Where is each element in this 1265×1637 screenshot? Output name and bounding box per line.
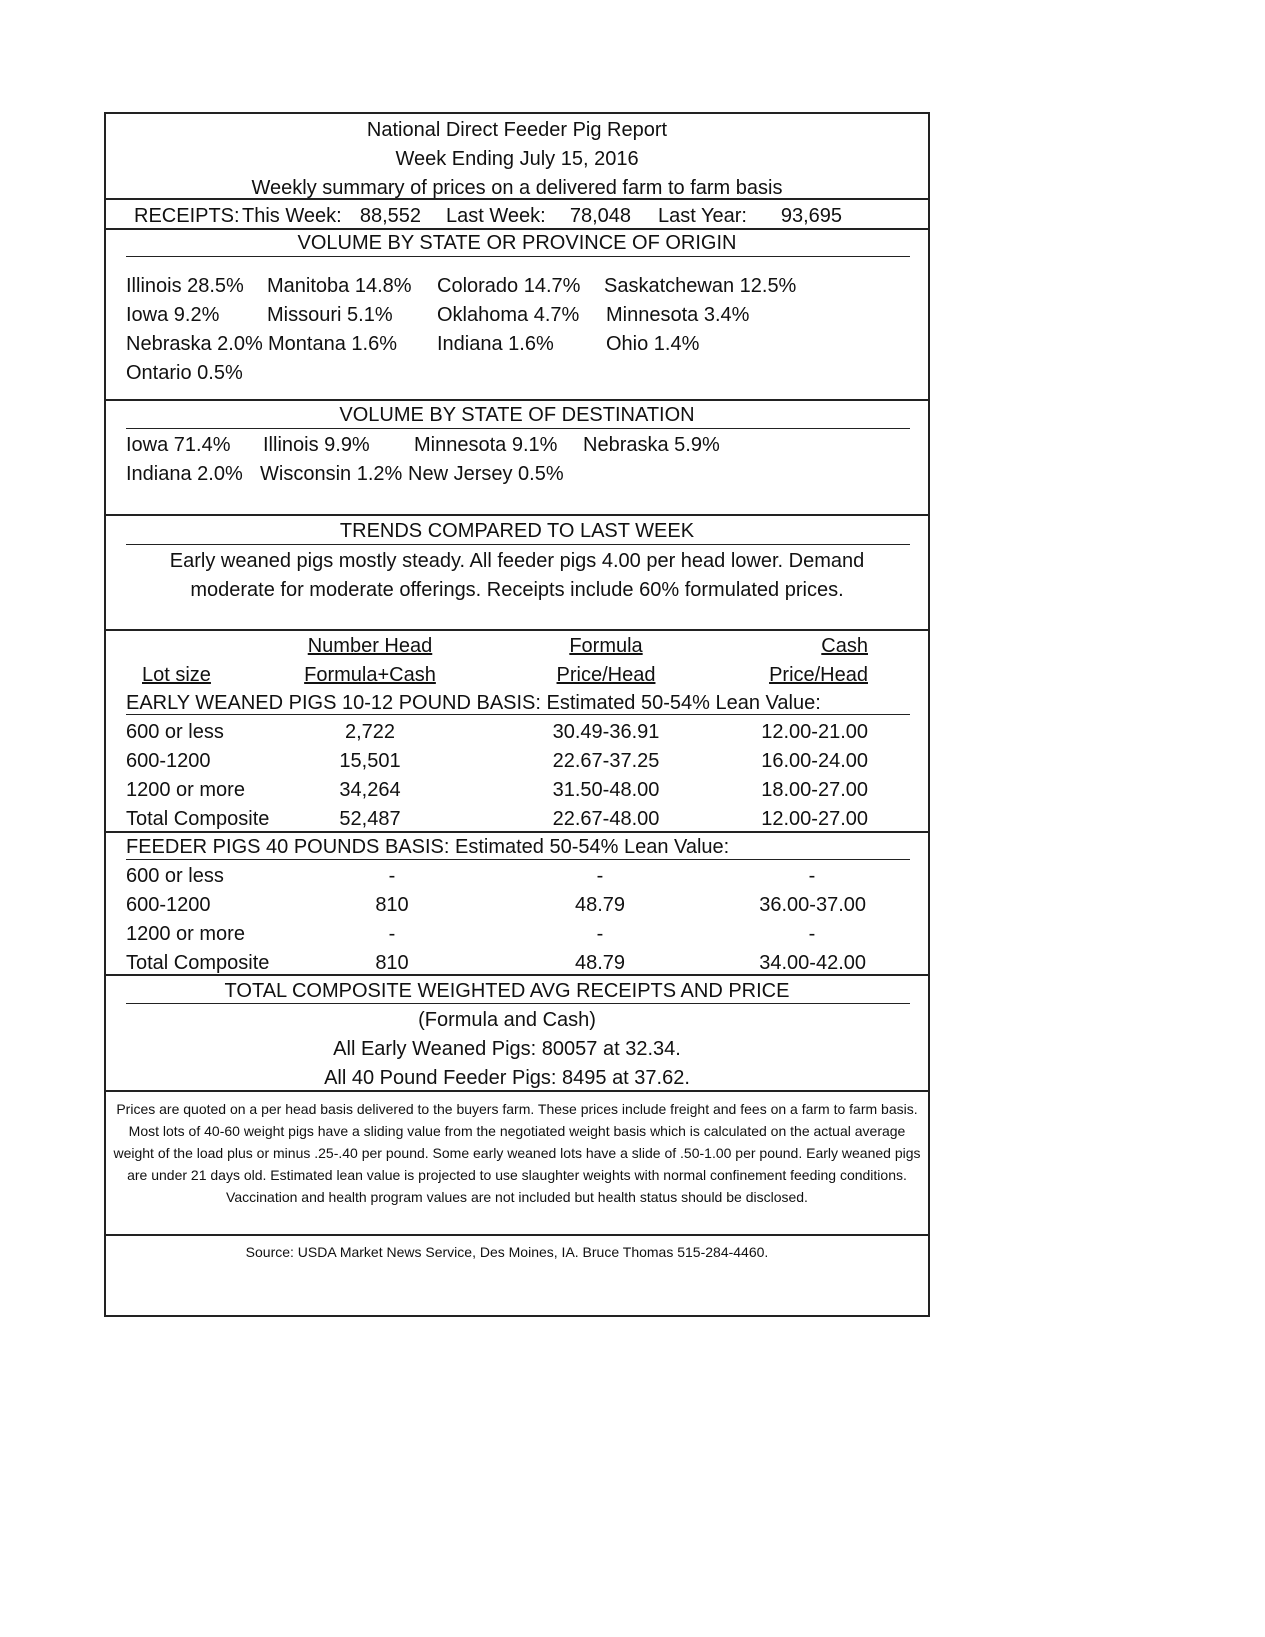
- this-week-value: 88,552: [359, 205, 421, 227]
- composite-early-weaned: All Early Weaned Pigs: 80057 at 32.34.: [333, 1038, 681, 1060]
- cash-price-cell: 12.00-21.00: [761, 721, 868, 743]
- trends-line-1: Early weaned pigs mostly steady. All feeder pigs 4.00 per head lower. Demand: [169, 550, 865, 572]
- list-item: Manitoba 14.8%: [267, 275, 412, 297]
- section-heading-early-weaned: EARLY WEANED PIGS 10-12 POUND BASIS: Estimated 50-54% Lean Value:: [126, 692, 821, 714]
- formula-price-cell: -: [596, 865, 604, 887]
- number-head-cell: 15,501: [339, 750, 401, 772]
- last-week-value: 78,048: [569, 205, 631, 227]
- last-week-label: Last Week:: [446, 205, 546, 227]
- lot-size-cell: 600 or less: [126, 865, 224, 887]
- number-head-cell: -: [388, 865, 396, 887]
- divider: [106, 198, 928, 200]
- number-head-cell: 52,487: [339, 808, 401, 830]
- divider: [126, 714, 910, 715]
- report-notes: Prices are quoted on a per head basis delivered to the buyers farm. These prices include freight and fees on a farm to farm basis. Most lots of 40-60 weight pigs have a sliding value from the negotiated weight basis which is calculated on the actual average weight of the load plus or minus .25-.40 per pound. Some early weaned lots have a slide of .50-1.00 per pound. Early weaned pigs are under 21 days old. Estimated lean value is projected to use slaughter weights with normal confinement feeding conditions. Vaccination and health program values are not included but health status should be disclosed.: [113, 1101, 921, 1205]
- column-header-cash-price: Price/Head: [769, 664, 868, 686]
- divider: [106, 1234, 928, 1236]
- feeder-pig-report: [104, 112, 930, 1317]
- column-header-lot-size: Lot size: [142, 664, 211, 686]
- origin-heading: VOLUME BY STATE OR PROVINCE OF ORIGIN: [297, 232, 737, 254]
- composite-heading: TOTAL COMPOSITE WEIGHTED AVG RECEIPTS AND PRICE: [224, 980, 790, 1002]
- cash-price-cell: -: [808, 923, 816, 945]
- list-item: Iowa 9.2%: [126, 304, 220, 326]
- cash-price-cell: -: [808, 865, 816, 887]
- list-item: Montana 1.6%: [268, 333, 397, 355]
- report-source: Source: USDA Market News Service, Des Moines, IA. Bruce Thomas 515-284-4460.: [245, 1244, 769, 1260]
- column-header-formula: Formula: [569, 635, 643, 657]
- list-item: Iowa 71.4%: [126, 434, 231, 456]
- list-item: Missouri 5.1%: [267, 304, 393, 326]
- destination-heading: VOLUME BY STATE OF DESTINATION: [339, 404, 695, 426]
- column-header-formula-cash: Formula+Cash: [304, 664, 436, 686]
- divider: [126, 544, 910, 545]
- number-head-cell: 34,264: [339, 779, 401, 801]
- this-week-label: This Week:: [242, 205, 342, 227]
- list-item: Illinois 9.9%: [263, 434, 370, 456]
- list-item: Indiana 2.0%: [126, 463, 243, 485]
- lot-size-cell: 600 or less: [126, 721, 224, 743]
- lot-size-cell: 1200 or more: [126, 779, 245, 801]
- formula-price-cell: 48.79: [574, 894, 626, 916]
- formula-price-cell: 22.67-48.00: [552, 808, 660, 830]
- divider: [106, 228, 928, 230]
- section-heading-feeder-pigs: FEEDER PIGS 40 POUNDS BASIS: Estimated 50-54% Lean Value:: [126, 836, 730, 858]
- divider: [106, 629, 928, 631]
- divider: [126, 256, 910, 257]
- report-subtitle: Weekly summary of prices on a delivered farm to farm basis: [251, 177, 783, 199]
- formula-price-cell: 22.67-37.25: [552, 750, 660, 772]
- list-item: Nebraska 2.0%: [126, 333, 263, 355]
- list-item: Minnesota 3.4%: [606, 304, 750, 326]
- lot-size-cell: 600-1200: [126, 750, 211, 772]
- lot-size-cell: 1200 or more: [126, 923, 245, 945]
- cash-price-cell: 18.00-27.00: [761, 779, 868, 801]
- lot-size-cell: Total Composite: [126, 808, 270, 830]
- column-header-cash: Cash: [821, 635, 868, 657]
- trends-heading: TRENDS COMPARED TO LAST WEEK: [339, 520, 695, 542]
- list-item: Illinois 28.5%: [126, 275, 244, 297]
- list-item: Indiana 1.6%: [437, 333, 554, 355]
- report-title: National Direct Feeder Pig Report: [366, 119, 668, 141]
- divider: [106, 974, 928, 976]
- trends-line-2: moderate for moderate offerings. Receipts include 60% formulated prices.: [190, 579, 844, 601]
- divider: [126, 428, 910, 429]
- composite-sub: (Formula and Cash): [418, 1009, 596, 1031]
- composite-feeder-pigs: All 40 Pound Feeder Pigs: 8495 at 37.62.: [324, 1067, 690, 1089]
- list-item: Ohio 1.4%: [606, 333, 700, 355]
- list-item: Oklahoma 4.7%: [437, 304, 580, 326]
- cash-price-cell: 16.00-24.00: [761, 750, 868, 772]
- list-item: Minnesota 9.1%: [414, 434, 558, 456]
- divider: [106, 1090, 928, 1092]
- lot-size-cell: 600-1200: [126, 894, 211, 916]
- last-year-label: Last Year:: [658, 205, 747, 227]
- last-year-value: 93,695: [780, 205, 842, 227]
- divider: [106, 399, 928, 401]
- list-item: Wisconsin 1.2%: [260, 463, 403, 485]
- number-head-cell: 810: [375, 894, 409, 916]
- lot-size-cell: Total Composite: [126, 952, 270, 974]
- number-head-cell: -: [388, 923, 396, 945]
- divider: [126, 859, 910, 860]
- formula-price-cell: -: [596, 923, 604, 945]
- cash-price-cell: 34.00-42.00: [759, 952, 866, 974]
- divider: [106, 514, 928, 516]
- formula-price-cell: 48.79: [574, 952, 626, 974]
- receipts-label: RECEIPTS:: [134, 205, 240, 227]
- number-head-cell: 810: [375, 952, 409, 974]
- number-head-cell: 2,722: [344, 721, 396, 743]
- cash-price-cell: 12.00-27.00: [761, 808, 868, 830]
- divider: [126, 1003, 910, 1004]
- report-week: Week Ending July 15, 2016: [395, 148, 639, 170]
- list-item: New Jersey 0.5%: [408, 463, 564, 485]
- formula-price-cell: 30.49-36.91: [552, 721, 660, 743]
- list-item: Nebraska 5.9%: [583, 434, 720, 456]
- list-item: Saskatchewan 12.5%: [604, 275, 797, 297]
- formula-price-cell: 31.50-48.00: [552, 779, 660, 801]
- list-item: Ontario 0.5%: [126, 362, 243, 384]
- column-header-number-head: Number Head: [307, 635, 433, 657]
- list-item: Colorado 14.7%: [437, 275, 581, 297]
- cash-price-cell: 36.00-37.00: [759, 894, 866, 916]
- column-header-formula-price: Price/Head: [556, 664, 656, 686]
- divider: [106, 831, 928, 833]
